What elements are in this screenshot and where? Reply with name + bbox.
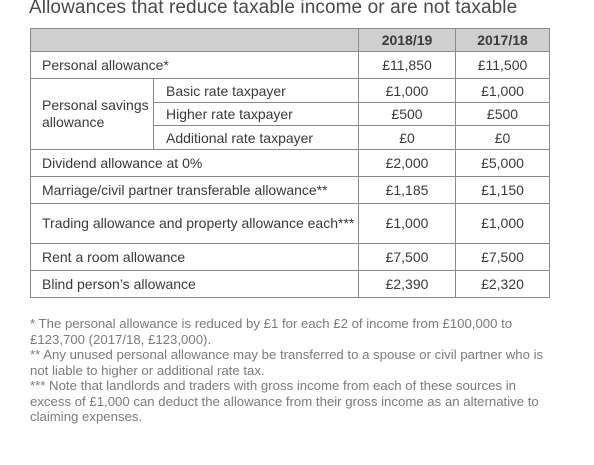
page-title: Allowances that reduce taxable income or are not taxable [29,0,518,18]
value-2018-19: £1,000 [359,204,456,244]
table-row-dividend [31,150,550,177]
row-label: Personal allowance* [31,52,359,79]
value-2017-18: £1,150 [456,177,550,204]
column-header-2018-19: 2018/19 [359,29,456,52]
value-2017-18: £500 [456,103,550,126]
footnote-landlords-traders: *** Note that landlords and traders with gross income from each of these sources in excess of £1,000 can deduct the allowance from their gross income as an alternative to claiming expenses. [30,378,539,424]
row-label: Trading allowance and property allowance each*** [31,204,359,244]
row-label: Dividend allowance at 0% [31,150,359,177]
row-label: Additional rate taxpayer [154,126,359,150]
value-2017-18: £5,000 [456,150,550,177]
value-2018-19: £1,000 [359,79,456,103]
value-2018-19: £7,500 [359,244,456,271]
footnotes [30,316,560,425]
table-row-personal-allowance [31,52,550,79]
column-header-2017-18: 2017/18 [456,29,550,52]
value-2018-19: £2,390 [359,271,456,298]
row-label: Rent a room allowance [31,244,359,271]
value-2018-19: £0 [359,126,456,150]
row-group-label: Personal savings allowance [31,79,154,150]
row-label: Higher rate taxpayer [154,103,359,126]
value-2018-19: £500 [359,103,456,126]
value-2017-18: £1,000 [456,79,550,103]
value-2017-18: £11,500 [456,52,550,79]
row-label: Basic rate taxpayer [154,79,359,103]
row-label: Blind person’s allowance [31,271,359,298]
row-label: Marriage/civil partner transferable allowance** [31,177,359,204]
value-2017-18: £2,320 [456,271,550,298]
value-2018-19: £2,000 [359,150,456,177]
value-2017-18: £1,000 [456,204,550,244]
table-row-blind-person [31,271,550,298]
footnote-personal-allowance: * The personal allowance is reduced by £1 for each £2 of income from £100,000 to £123,700 (2017/18, £123,000). [30,316,513,347]
table-row-trading [31,204,550,244]
table-row-marriage [31,177,550,204]
header-blank-cell [31,29,359,52]
table-row-basic-rate [31,79,550,103]
value-2018-19: £1,185 [359,177,456,204]
footnote-transfer: ** Any unused personal allowance may be transferred to a spouse or civil partner who is not liable to higher or additional rate tax. [30,347,544,378]
value-2017-18: £7,500 [456,244,550,271]
table-row-rent-a-room [31,244,550,271]
allowances-table [30,28,550,298]
value-2018-19: £11,850 [359,52,456,79]
value-2017-18: £0 [456,126,550,150]
